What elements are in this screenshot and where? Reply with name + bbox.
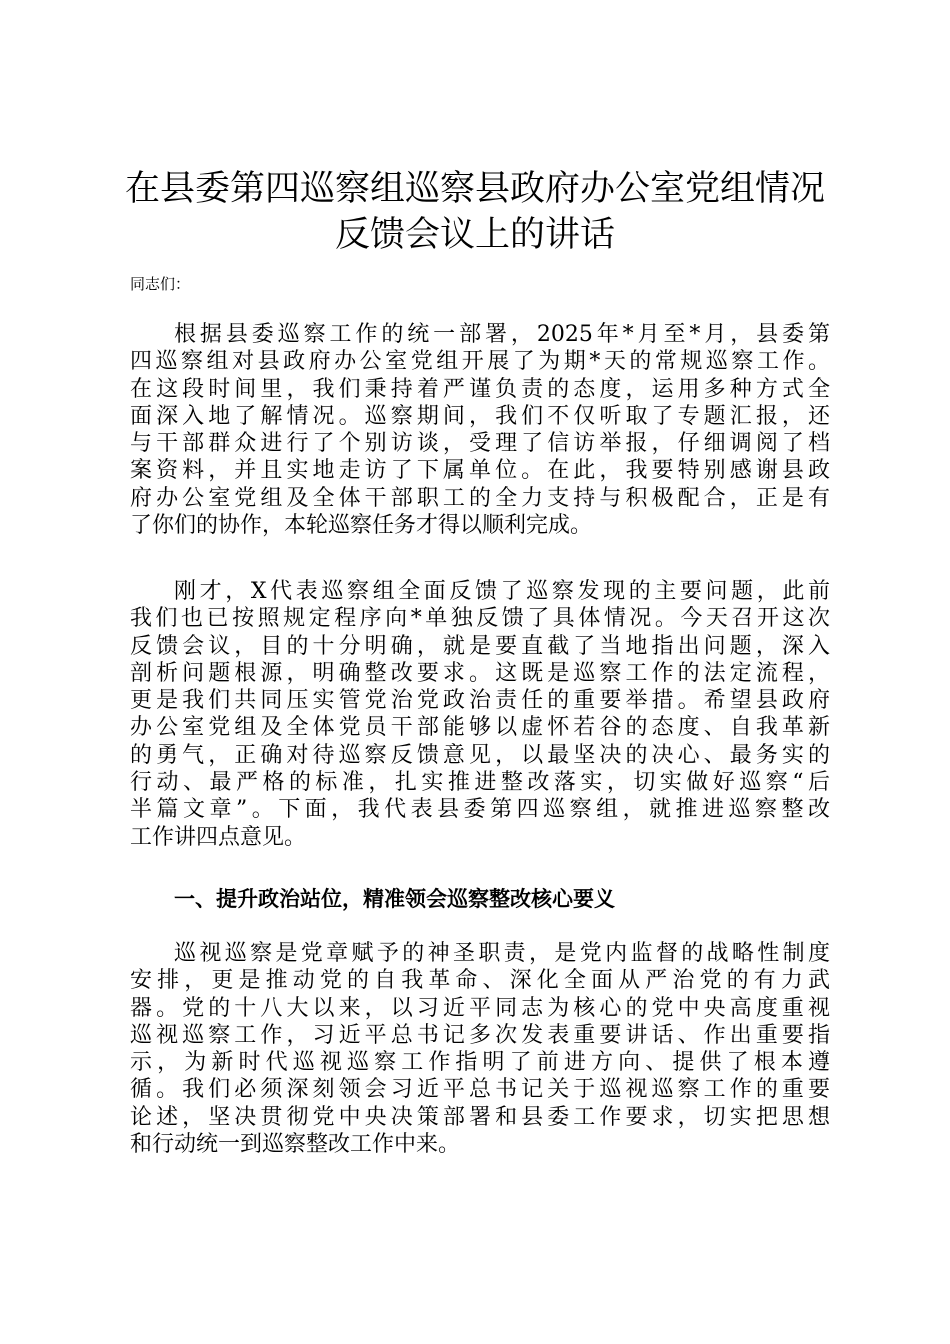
paragraph-line: 论述，坚决贯彻党中央决策部署和县委工作要求，切实把思想 [130,1104,830,1130]
paragraph-line: 刚才，X代表巡察组全面反馈了巡察发现的主要问题，此前 [174,579,830,604]
paragraph-line: 剖析问题根源，明确整改要求。这既是巡察工作的法定流程， [130,660,830,686]
paragraph-line: 四巡察组对县政府办公室党组开展了为期*天的常规巡察工作。 [130,349,830,375]
paragraph-line: 巡视巡察工作，习近平总书记多次发表重要讲话、作出重要指 [130,1022,830,1048]
paragraph-line: 案资料，并且实地走访了下属单位。在此，我要特别感谢县政 [130,458,830,484]
paragraph-line: 我们也已按照规定程序向*单独反馈了具体情况。今天召开这次 [130,606,830,632]
paragraph-line: 的勇气，正确对待巡察反馈意见，以最坚决的决心、最务实的 [130,742,830,768]
document-title [90,166,860,258]
paragraph-line: 巡视巡察是党章赋予的神圣职责，是党内监督的战略性制度 [174,941,830,966]
paragraph-line: 工作讲四点意见。 [130,824,307,850]
title-line: 反馈会议上的讲话 [334,215,615,255]
paragraph-line: 在这段时间里，我们秉持着严谨负责的态度，运用多种方式全 [130,376,830,402]
paragraph-line: 与干部群众进行了个别访谈，受理了信访举报，仔细调阅了档 [130,431,830,457]
paragraph-line: 和行动统一到巡察整改工作中来。 [130,1132,461,1158]
body-paragraph [130,578,830,851]
paragraph-line: 更是我们共同压实管党治党政治责任的重要举措。希望县政府 [130,688,830,714]
paragraph-line: 办公室党组及全体党员干部能够以虚怀若谷的态度、自我革新 [130,715,830,741]
paragraph-line: 面深入地了解情况。巡察期间，我们不仅听取了专题汇报，还 [130,403,830,429]
paragraph-line: 根据县委巡察工作的统一部署，2025年*月至*月，县委第 [174,322,830,347]
paragraph-line: 反馈会议，目的十分明确，就是要直截了当地指出问题，深入 [130,633,830,659]
body-paragraph [130,940,830,1158]
body-paragraph [130,321,830,539]
paragraph-line: 行动、最严格的标准，扎实推进整改落实，切实做好巡察“后 [130,770,830,796]
section-heading: 一、提升政治站位，精准领会巡察整改核心要义 [174,887,615,911]
paragraph-line: 安排，更是推动党的自我革命、深化全面从严治党的有力武 [130,968,830,994]
paragraph-line: 半篇文章”。下面，我代表县委第四巡察组，就推进巡察整改 [130,797,830,823]
paragraph-line: 器。党的十八大以来，以习近平同志为核心的党中央高度重视 [130,995,830,1021]
paragraph-line: 示，为新时代巡视巡察工作指明了前进方向、提供了根本遵 [130,1050,830,1076]
paragraph-line: 了你们的协作，本轮巡察任务才得以顺利完成。 [130,513,593,539]
paragraph-line: 循。我们必须深刻领会习近平总书记关于巡视巡察工作的重要 [130,1077,830,1103]
paragraph-line: 府办公室党组及全体干部职工的全力支持与积极配合，正是有 [130,485,830,511]
title-line: 在县委第四巡察组巡察县政府办公室党组情况 [124,169,825,209]
salutation: 同志们： [130,275,191,293]
